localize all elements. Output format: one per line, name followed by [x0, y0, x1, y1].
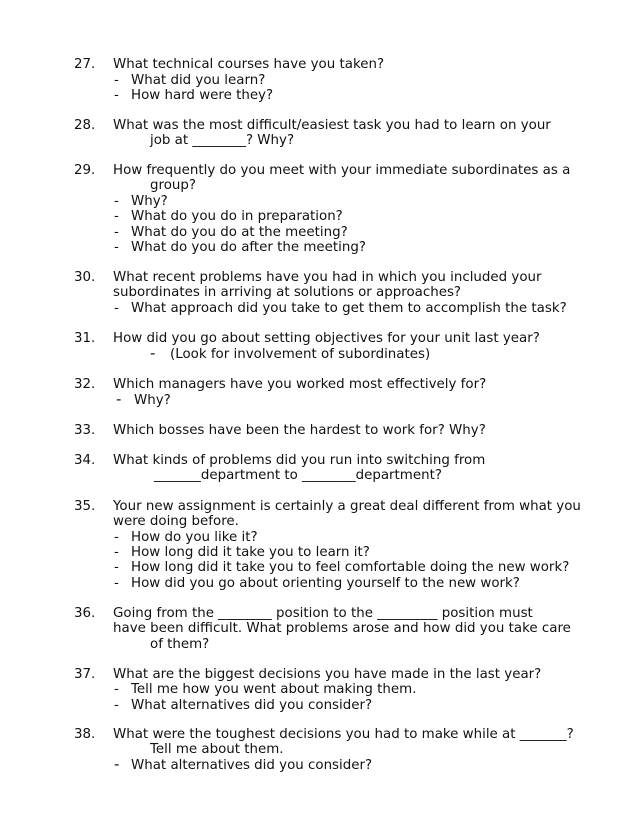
question-text: Going from the ________ position to the _________ position must — [113, 606, 533, 621]
question-number: 32. — [74, 377, 96, 392]
sub-question: What alternatives did you consider? — [131, 698, 373, 713]
question-text: Your new assignment is certainly a great deal different from what you — [113, 499, 581, 514]
question-text: What recent problems have you had in which you included your — [113, 270, 542, 285]
sub-question: How long did it take you to learn it? — [131, 545, 370, 560]
question-text: What was the most difficult/easiest task you had to learn on your — [113, 118, 551, 133]
dash-marker: - — [114, 682, 119, 697]
question-text: What are the biggest decisions you have made in the last year? — [113, 667, 542, 682]
question-number: 27. — [74, 57, 96, 72]
dash-marker: - — [114, 225, 119, 240]
sub-question: What do you do after the meeting? — [131, 240, 366, 255]
dash-marker: - — [114, 209, 119, 224]
dash-marker: - — [114, 755, 120, 773]
question-text-continued: subordinates in arriving at solutions or approaches? — [113, 285, 462, 300]
question-text: Which bosses have been the hardest to work for? Why? — [113, 423, 486, 438]
question-text: Which managers have you worked most effectively for? — [113, 377, 487, 392]
sub-question: What approach did you take to get them to accomplish the task? — [131, 301, 567, 316]
question-text: How frequently do you meet with your immediate subordinates as a — [113, 163, 571, 178]
question-text-continued: job at ________? Why? — [150, 133, 295, 148]
question-text-continued: group? — [150, 178, 196, 193]
question-text: What kinds of problems did you run into switching from — [113, 453, 486, 468]
sub-question: Tell me how you went about making them. — [131, 682, 417, 697]
question-text: What were the toughest decisions you had to make while at _______? — [113, 727, 574, 742]
question-number: 29. — [74, 163, 96, 178]
question-text: What technical courses have you taken? — [113, 57, 385, 72]
question-number: 36. — [74, 606, 96, 621]
dash-marker: - — [114, 240, 119, 255]
question-text-continued: were doing before. — [113, 514, 239, 529]
dash-marker: - — [114, 576, 119, 591]
sub-question: What do you do at the meeting? — [131, 225, 348, 240]
dash-marker: - — [114, 88, 119, 103]
dash-marker: - — [114, 301, 119, 316]
dash-marker: - — [116, 390, 122, 408]
question-text: How did you go about setting objectives for your unit last year? — [113, 331, 540, 346]
sub-question: How do you like it? — [131, 530, 258, 545]
dash-marker: - — [150, 344, 156, 362]
sub-question: How hard were they? — [131, 88, 274, 103]
question-number: 31. — [74, 331, 96, 346]
dash-marker: - — [114, 530, 119, 545]
question-number: 28. — [74, 118, 96, 133]
sub-question: Why? — [134, 393, 171, 408]
dash-marker: - — [114, 698, 119, 713]
question-number: 35. — [74, 499, 96, 514]
dash-marker: - — [114, 73, 119, 88]
sub-question: What do you do in preparation? — [131, 209, 343, 224]
sub-question: What did you learn? — [131, 73, 266, 88]
dash-marker: - — [114, 545, 119, 560]
question-number: 34. — [74, 453, 96, 468]
sub-question: How long did it take you to feel comfortable doing the new work? — [131, 560, 570, 575]
dash-marker: - — [114, 194, 119, 209]
dash-marker: - — [114, 560, 119, 575]
question-text-continued: _______department to ________department? — [154, 468, 442, 483]
question-text-continued: Tell me about them. — [150, 742, 284, 757]
sub-question: What alternatives did you consider? — [131, 758, 373, 773]
question-text-continued: of them? — [150, 637, 210, 652]
question-number: 33. — [74, 423, 96, 438]
question-number: 38. — [74, 727, 96, 742]
question-text-continued: have been difficult. What problems arose and how did you take care — [113, 621, 571, 636]
sub-question: (Look for involvement of subordinates) — [170, 347, 431, 362]
question-number: 37. — [74, 667, 96, 682]
question-number: 30. — [74, 270, 96, 285]
sub-question: How did you go about orienting yourself to the new work? — [131, 576, 520, 591]
sub-question: Why? — [131, 194, 168, 209]
